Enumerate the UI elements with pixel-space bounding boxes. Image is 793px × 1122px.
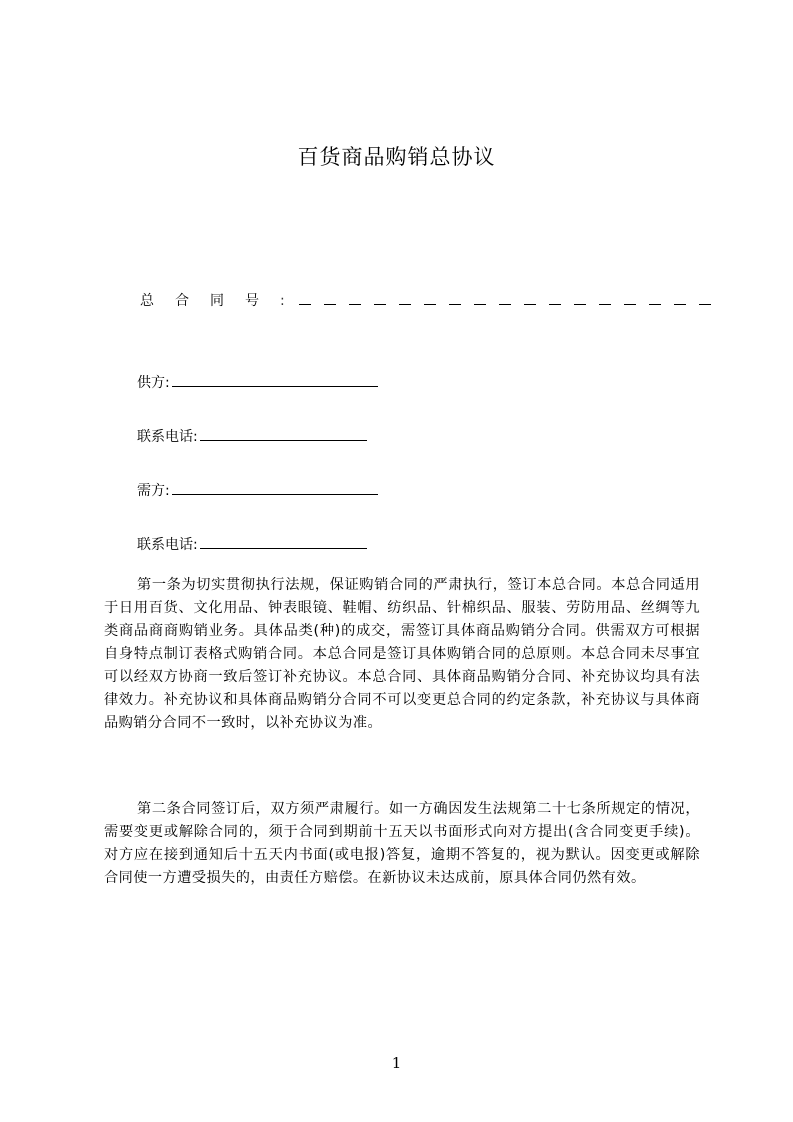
supplier-label: 供方: (137, 375, 170, 391)
contract-number-dash (399, 292, 411, 305)
contract-number-dash (424, 292, 436, 305)
contract-number-label-char: 合 (175, 293, 189, 309)
contract-number-dash (649, 292, 661, 305)
article-2-paragraph: 第二条合同签订后，双方须严肃履行。如一方确因发生法规第二十七条所规定的情况，需要变更或解除合同的，须于合同到期前十五天以书面形式向对方提出(含合同变更手续)。对方应在接到通知后十五天内书面(或电报)答复，逾期不答复的，视为默认。因变更或解除合同使一方遭受损失的，由责任方赔偿。在新协议未达成前，原具体合同仍然有效。 (104, 801, 700, 886)
contract-number-dash (499, 292, 511, 305)
contract-number-colon: : (280, 293, 285, 309)
contract-number-dash (549, 292, 561, 305)
contract-number-label-char: 号 (245, 293, 259, 309)
supplier-phone-label: 联系电话: (137, 429, 198, 445)
article-1-paragraph: 第一条为切实贯彻执行法规，保证购销合同的严肃执行，签订本总合同。本总合同适用于日用百货、文化用品、钟表眼镜、鞋帽、纺织品、针棉织品、服装、劳防用品、丝绸等九类商品商商购销业务。具体品类(种)的成交，需签订具体商品购销分合同。供需双方可根据自身特点制订表格式购销合同。本总合同是签订具体购销合同的总原则。本总合同未尽事宜可以经双方协商一致后签订补充协议。本总合同、具体商品购销分合同、补充协议均具有法律效力。补充协议和具体商品购销分合同不可以变更总合同的约定条款，补充协议与具体商品购销分合同不一致时，以补充协议为准。 (104, 577, 700, 731)
supplier-phone-blank[interactable] (200, 425, 367, 441)
buyer-phone-blank[interactable] (200, 533, 367, 549)
contract-number-dash (374, 292, 386, 305)
contract-number-label-char: 同 (210, 293, 224, 309)
contract-number-dash (524, 292, 536, 305)
page-number: 1 (391, 1054, 402, 1072)
buyer-phone-label: 联系电话: (137, 537, 198, 553)
contract-number-dash (324, 292, 336, 305)
contract-number-dash (349, 292, 361, 305)
document-title: 百货商品购销总协议 (297, 145, 496, 169)
buyer-blank[interactable] (172, 479, 378, 495)
contract-number-dash (574, 292, 586, 305)
contract-number-dash (599, 292, 611, 305)
buyer-field (137, 479, 378, 502)
contract-number-dash (674, 292, 686, 305)
buyer-phone-field (137, 533, 367, 556)
contract-number-line (140, 290, 724, 312)
contract-number-dash (474, 292, 486, 305)
supplier-field (137, 371, 378, 394)
contract-number-dash (299, 292, 311, 305)
contract-number-dash (624, 292, 636, 305)
supplier-phone-field (137, 425, 367, 448)
supplier-blank[interactable] (172, 371, 378, 387)
contract-number-dash (449, 292, 461, 305)
buyer-label: 需方: (137, 483, 170, 499)
contract-number-blank[interactable] (299, 293, 724, 309)
contract-number-dash (699, 292, 711, 305)
contract-number-label-char: 总 (140, 293, 154, 309)
